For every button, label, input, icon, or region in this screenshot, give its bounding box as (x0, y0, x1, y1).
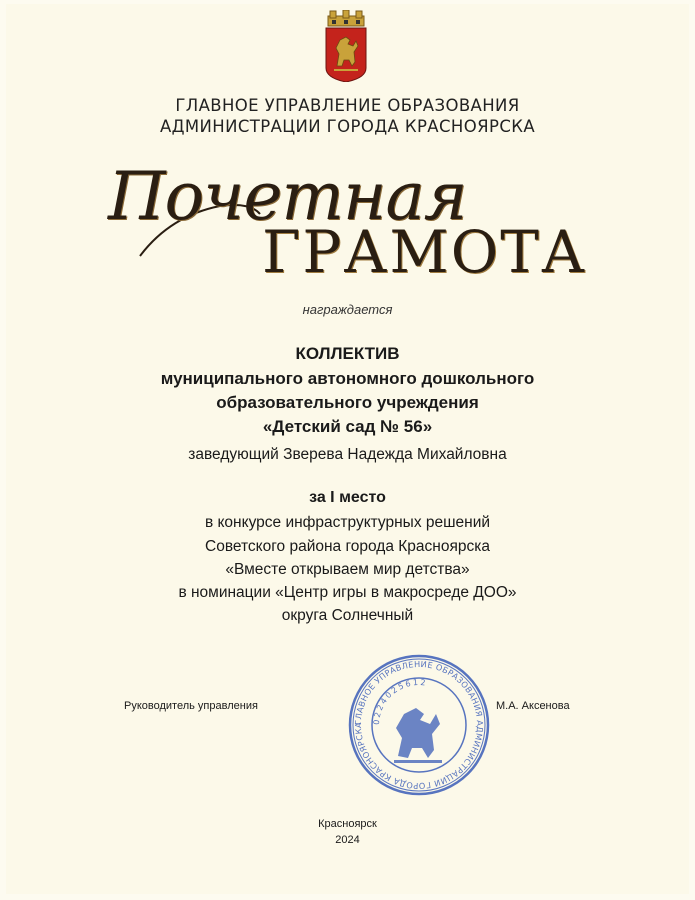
org-line-2: АДМИНИСТРАЦИИ ГОРОДА КРАСНОЯРСКА (159, 117, 536, 136)
krasnoyarsk-coat-of-arms-icon (322, 10, 370, 82)
title-caps: ГРАМОТА (262, 218, 587, 286)
official-seal-stamp (346, 652, 492, 798)
description-line-5: округа Солнечный (281, 607, 414, 624)
recipient-line-2: муниципального автономного дошкольного (160, 369, 535, 388)
title-script: Почетная (108, 158, 467, 235)
description-line-2: Советского района города Красноярска (205, 538, 490, 555)
recipient-line-3: образовательного учреждения (216, 393, 479, 412)
recipient-line-1: КОЛЛЕКТИВ (295, 344, 400, 363)
org-line-1: ГЛАВНОЕ УПРАВЛЕНИЕ ОБРАЗОВАНИЯ (175, 96, 520, 115)
seal-number-text: 0224025612 (371, 677, 428, 726)
seal-ring-text: ГЛАВНОЕ УПРАВЛЕНИЕ ОБРАЗОВАНИЯ АДМИНИСТРАЦИИ ГОРОДА КРАСНОЯРСКА (352, 658, 486, 792)
award-place: за I место (309, 489, 386, 506)
recipient-line-4: «Детский сад № 56» (262, 417, 433, 436)
description-line-4: в номинации «Центр игры в макросреде ДОО» (178, 584, 517, 601)
seal-lion-icon (394, 708, 442, 763)
signature-role: Руководитель управления (124, 700, 258, 712)
footer-city: Красноярск (318, 818, 377, 830)
head-of-institution: заведующий Зверева Надежда Михайловна (188, 446, 507, 463)
signature-name: М.А. Аксенова (496, 700, 570, 712)
footer-year: 2024 (335, 834, 360, 846)
awarded-label: награждается (302, 302, 393, 317)
description-line-1: в конкурсе инфраструктурных решений (204, 514, 491, 531)
description-line-3: «Вместе открываем мир детства» (225, 561, 470, 578)
